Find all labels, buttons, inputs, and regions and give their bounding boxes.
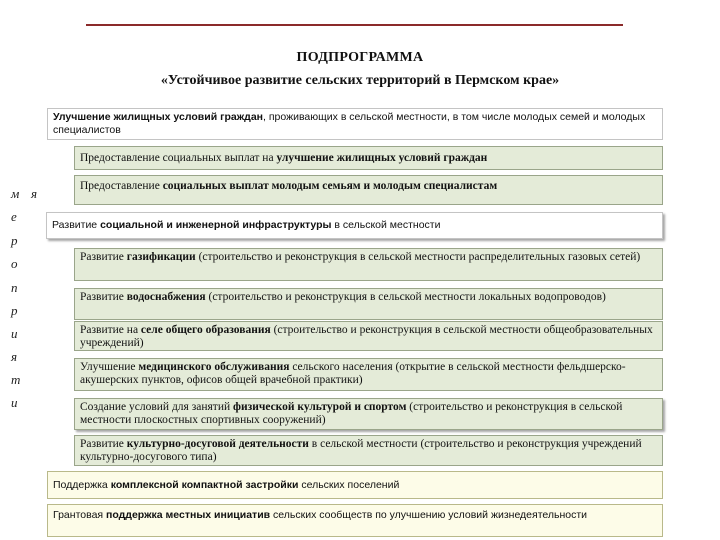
top-divider-line: [86, 24, 623, 26]
side-letter: п: [11, 280, 18, 295]
program-item-water-supply: Развитие водоснабжения (строительство и реконструкция в сельской местности локальных водопроводов): [74, 288, 663, 320]
page-title: ПОДПРОГРАММА: [296, 50, 424, 65]
page-subtitle: «Устойчивое развитие сельских территорий в Пермском крае»: [160, 73, 560, 88]
side-letter: я: [11, 349, 18, 364]
program-item-education: Развитие на селе общего образования (строительство и реконструкция в сельской местности общеобразовательных учреждений): [74, 321, 663, 351]
program-item-culture: Развитие культурно-досуговой деятельности в сельской местности (строительство и реконструкция учреждений культурно-досугового типа): [74, 435, 663, 466]
side-letter: м: [11, 186, 20, 201]
program-item-gasification: Развитие газификации (строительство и реконструкция в сельской местности распределительных газовых сетей): [74, 248, 663, 281]
program-item-medical: Улучшение медицинского обслуживания сельского населения (открытие в сельской местности фельдшерско-акушерских пунктов, офисов общей врачебной практики): [74, 358, 663, 391]
program-item-social-payments: Предоставление социальных выплат на улучшение жилищных условий граждан: [74, 146, 663, 170]
side-letter: р: [11, 233, 18, 248]
side-letter: е: [11, 209, 17, 224]
side-letter: и: [11, 326, 18, 341]
program-item-construction: Поддержка комплексной компактной застройки сельских поселений: [47, 471, 663, 499]
side-letter: о: [11, 256, 18, 271]
side-letter: и: [11, 395, 18, 410]
program-item-young-families: Предоставление социальных выплат молодым семьям и молодым специалистам: [74, 175, 663, 205]
side-letter: т: [11, 372, 21, 387]
side-letter: я: [31, 186, 38, 201]
program-item-sports: Создание условий для занятий физической культурой и спортом (строительство и реконструкция в сельской местности плоскостных спортивных сооружений): [74, 398, 663, 430]
program-item-housing: Улучшение жилищных условий граждан, проживающих в сельской местности, в том числе молодых семей и молодых специалистов: [47, 108, 663, 140]
program-item-infrastructure: Развитие социальной и инженерной инфраструктуры в сельской местности: [46, 212, 663, 239]
side-letter: р: [11, 303, 18, 318]
program-item-grants: Грантовая поддержка местных инициатив сельских сообществ по улучшению условий жизнедеятельности: [47, 504, 663, 537]
